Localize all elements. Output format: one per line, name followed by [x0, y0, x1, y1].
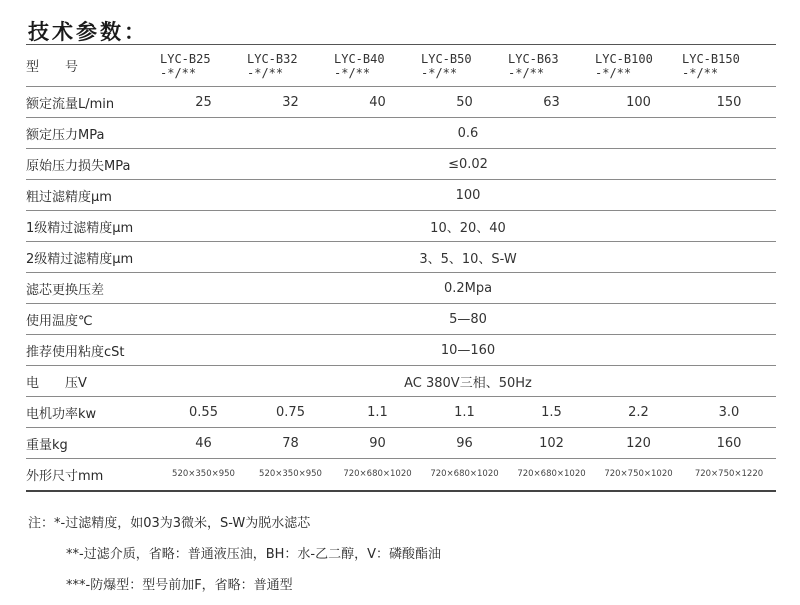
- model-header-cell: [160, 45, 247, 87]
- spanning-cell: 10—160: [160, 335, 776, 366]
- model-name: LYC-B100: [595, 51, 653, 66]
- table-cell: 3.0: [682, 397, 776, 428]
- table-cell: 720×750×1220: [682, 459, 776, 491]
- table-row-weight: [26, 428, 776, 459]
- table-cell: 1.1: [334, 397, 421, 428]
- table-cell: 1.5: [508, 397, 595, 428]
- table-cell: 720×750×1020: [595, 459, 682, 491]
- table-cell: 100: [595, 87, 682, 118]
- table-row-coarse: [26, 180, 776, 211]
- table-cell: 520×350×950: [247, 459, 334, 491]
- row-label: 电机功率kw: [26, 397, 160, 428]
- table-row-visc: [26, 335, 776, 366]
- table-cell: 96: [421, 428, 508, 459]
- model-name: LYC-B150: [682, 51, 740, 66]
- table-cell: 2.2: [595, 397, 682, 428]
- model-suffix: -*/**: [595, 65, 632, 80]
- table-cell: 63: [508, 87, 595, 118]
- notes-block: [28, 508, 441, 601]
- row-label: 1级精过滤精度μm: [26, 211, 160, 242]
- table-row-power: [26, 397, 776, 428]
- table-cell: 90: [334, 428, 421, 459]
- model-suffix: -*/**: [160, 65, 197, 80]
- model-header-cell: [247, 45, 334, 87]
- table-cell: 78: [247, 428, 334, 459]
- table-row-loss: [26, 149, 776, 180]
- table-cell: 1.1: [421, 397, 508, 428]
- row-label: 重量kg: [26, 428, 160, 459]
- spanning-cell: 100: [160, 180, 776, 211]
- row-label: 使用温度℃: [26, 304, 160, 335]
- table-row-fine1: [26, 211, 776, 242]
- model-header-cell: [334, 45, 421, 87]
- table-cell: 40: [334, 87, 421, 118]
- table-cell: 720×680×1020: [334, 459, 421, 491]
- table-cell: 520×350×950: [160, 459, 247, 491]
- row-label: 电 压V: [26, 366, 160, 397]
- row-label: 滤芯更换压差: [26, 273, 160, 304]
- row-label: 2级精过滤精度μm: [26, 242, 160, 273]
- row-label: 粗过滤精度μm: [26, 180, 160, 211]
- note-line: ***-防爆型：型号前加F，省略：普通型: [66, 578, 293, 593]
- spanning-cell: 10、20、40: [160, 211, 776, 242]
- spanning-cell: 0.6: [160, 118, 776, 149]
- table-row-flow: [26, 87, 776, 118]
- row-label: 额定流量L/min: [26, 87, 160, 118]
- spanning-cell: 5—80: [160, 304, 776, 335]
- table-cell: 46: [160, 428, 247, 459]
- row-label: 外形尺寸mm: [26, 459, 160, 491]
- row-label: 原始压力损失MPa: [26, 149, 160, 180]
- table-row-temp: [26, 304, 776, 335]
- table-cell: 150: [682, 87, 776, 118]
- table-row-change: [26, 273, 776, 304]
- model-suffix: -*/**: [508, 65, 545, 80]
- table-row-voltage: [26, 366, 776, 397]
- table-cell: 720×680×1020: [421, 459, 508, 491]
- note-line: 注：*-过滤精度，如03为3微米，S-W为脱水滤芯: [28, 516, 311, 531]
- note-line: **-过滤介质，省略：普通液压油，BH：水-乙二醇，V：磷酸酯油: [66, 547, 441, 562]
- table-row-pressure: [26, 118, 776, 149]
- section-title: 技术参数：: [28, 20, 148, 44]
- table-cell: 120: [595, 428, 682, 459]
- table-cell: 720×680×1020: [508, 459, 595, 491]
- model-suffix: -*/**: [421, 65, 458, 80]
- model-header-label: 型 号: [26, 45, 160, 87]
- table-cell: 32: [247, 87, 334, 118]
- table-cell: 50: [421, 87, 508, 118]
- spec-table: [26, 44, 776, 492]
- table-cell: 0.75: [247, 397, 334, 428]
- model-header-cell: [595, 45, 682, 87]
- model-name: LYC-B50: [421, 51, 472, 66]
- table-row-size: [26, 459, 776, 491]
- model-header-cell: [682, 45, 776, 87]
- model-header-cell: [508, 45, 595, 87]
- table-row-fine2: [26, 242, 776, 273]
- table-cell: 102: [508, 428, 595, 459]
- row-label: 额定压力MPa: [26, 118, 160, 149]
- model-name: LYC-B63: [508, 51, 559, 66]
- table-cell: 0.55: [160, 397, 247, 428]
- table-cell: 25: [160, 87, 247, 118]
- model-suffix: -*/**: [682, 65, 719, 80]
- model-header-cell: [421, 45, 508, 87]
- spanning-cell: ≤0.02: [160, 149, 776, 180]
- spanning-cell: 0.2Mpa: [160, 273, 776, 304]
- spanning-cell: AC 380V三相、50Hz: [160, 366, 776, 397]
- model-name: LYC-B25: [160, 51, 211, 66]
- row-label: 推荐使用粘度cSt: [26, 335, 160, 366]
- model-name: LYC-B32: [247, 51, 298, 66]
- table-header-row: [26, 45, 776, 87]
- model-suffix: -*/**: [334, 65, 371, 80]
- table-cell: 160: [682, 428, 776, 459]
- spanning-cell: 3、5、10、S-W: [160, 242, 776, 273]
- model-name: LYC-B40: [334, 51, 385, 66]
- model-suffix: -*/**: [247, 65, 284, 80]
